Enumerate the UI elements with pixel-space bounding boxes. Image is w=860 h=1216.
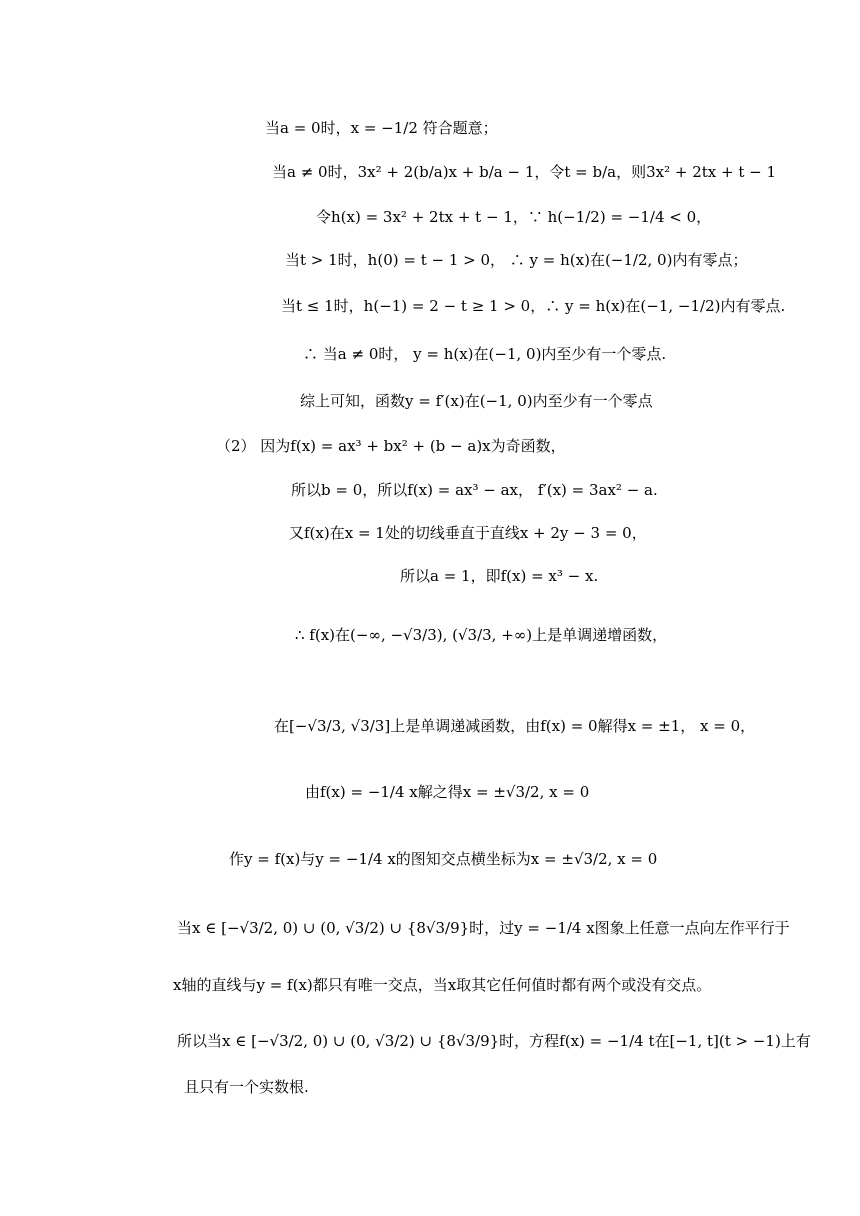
text-line: 当t ≤ 1时，h(−1) = 2 − t ≥ 1 > 0，∴ y = h(x)在(−1, −1/2)内有零点. [281,297,786,315]
text-line: （2） 因为f(x) = ax³ + bx² + (b − a)x为奇函数， [216,437,566,455]
text-line: 当a = 0时，x = −1/2 符合题意； [265,119,498,137]
text-line: 综上可知，函数y = f′(x)在(−1, 0)内至少有一个零点 [300,392,653,410]
text-line: 且只有一个实数根. [184,1078,309,1096]
text-line: 所以a = 1，即f(x) = x³ − x. [400,567,599,585]
text-line: 令h(x) = 3x² + 2tx + t − 1，∵ h(−1/2) = −1/4 < 0， [316,208,712,226]
text-line: x轴的直线与y = f(x)都只有唯一交点，当x取其它任何值时都有两个或没有交点。 [173,976,712,994]
text-line: 所以b = 0，所以f(x) = ax³ − ax， f′(x) = 3ax² − a. [291,481,658,499]
text-line: 当t > 1时，h(0) = t − 1 > 0， ∴ y = h(x)在(−1/2, 0)内有零点； [285,251,748,269]
text-line: 所以当x ∈ [−√3/2, 0) ∪ (0, √3/2) ∪ {8√3/9}时，方程f(x) = −1/4 t在[−1, t](t > −1)上有 [177,1032,811,1050]
text-line: ∴ f(x)在(−∞, −√3/3), (√3/3, +∞)上是单调递增函数， [295,626,668,644]
text-line: 当a ≠ 0时，3x² + 2(b/a)x + b/a − 1，令t = b/a，则3x² + 2tx + t − 1 [272,163,777,181]
text-line: ∴ 当a ≠ 0时， y = h(x)在(−1, 0)内至少有一个零点. [303,345,667,363]
text-line: 当x ∈ [−√3/2, 0) ∪ (0, √3/2) ∪ {8√3/9}时，过y = −1/4 x图象上任意一点向左作平行于 [177,919,790,937]
text-line: 作y = f(x)与y = −1/4 x的图知交点横坐标为x = ±√3/2, x = 0 [229,850,658,868]
text-line: 在[−√3/3, √3/3]上是单调递减函数，由f(x) = 0解得x = ±1， x = 0， [274,717,756,735]
text-line: 又f(x)在x = 1处的切线垂直于直线x + 2y − 3 = 0， [289,524,647,542]
text-line: 由f(x) = −1/4 x解之得x = ±√3/2, x = 0 [305,783,590,801]
